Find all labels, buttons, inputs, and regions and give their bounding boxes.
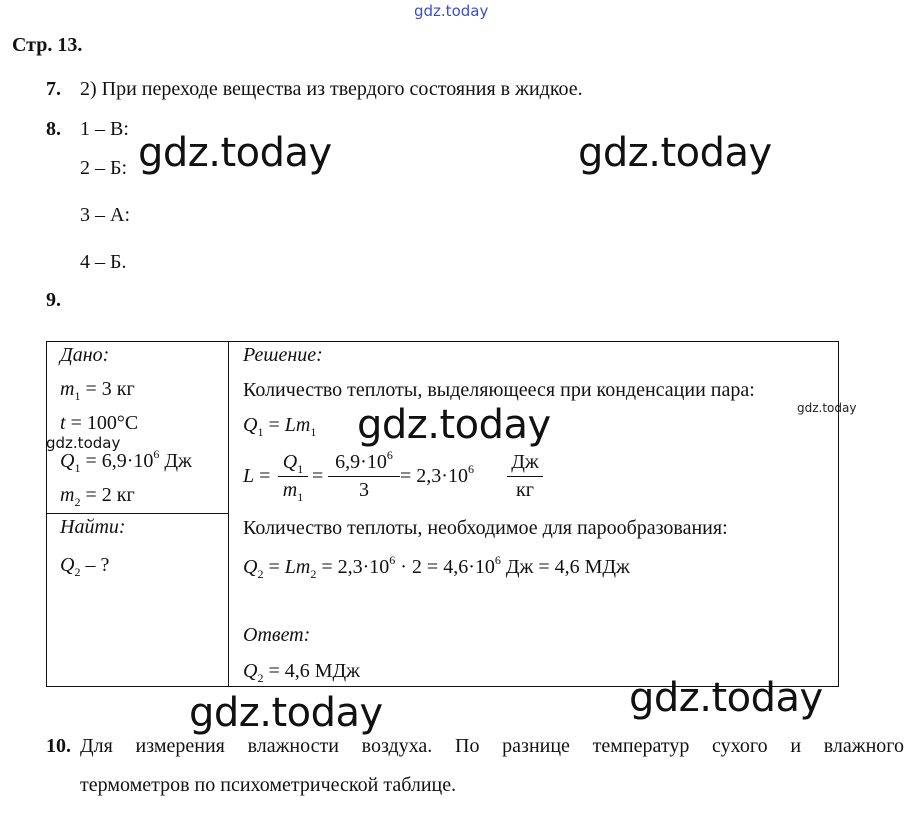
find-q2: $Q_2$ – ? <box>60 554 110 579</box>
answer-9: $Q_2 = 4,6$ МДж <box>243 660 360 685</box>
answer-label: Ответ: <box>243 624 311 646</box>
question-number-9: 9. <box>46 289 61 311</box>
watermark-small: gdz.today <box>797 401 857 415</box>
watermark-top: gdz.today <box>414 2 489 20</box>
equation-l-result: = $2,3\cdot 10^6$ <box>400 462 474 487</box>
given-t: t = 100°C <box>60 412 139 434</box>
solution-text-2: Количество теплоты, необходимое для парообразования: <box>243 517 728 539</box>
answer-8-item: 1 – В: <box>80 118 129 140</box>
fraction-unit: Дж кг <box>507 451 543 502</box>
given-m1: $m_1 = 3$ кг <box>60 378 135 403</box>
given-label: Дано: <box>60 344 110 366</box>
question-number-10: 10. <box>46 735 71 757</box>
given-m2: $m_2 = 2$ кг <box>60 484 135 509</box>
answer-7: 2) При переходе вещества из твердого состояния в жидкое. <box>80 78 583 100</box>
page-title: Стр. 13. <box>12 34 83 56</box>
equals-sign: = <box>312 465 324 487</box>
equation-l: L = <box>243 465 271 487</box>
watermark: gdz.today <box>189 690 383 736</box>
solution-text-1: Количество теплоты, выделяющееся при конденсации пара: <box>243 379 755 401</box>
answer-8-item: 3 – А: <box>80 204 130 226</box>
equation-q2: $Q_2 = Lm_2 = 2,3\cdot 10^6 \cdot 2 = 4,6\cdot 10^6$ Дж = 4,6 МДж <box>243 553 630 581</box>
watermark-small: gdz.today <box>46 434 121 452</box>
answer-8-item: 4 – Б. <box>80 251 127 273</box>
table-divider <box>46 513 228 514</box>
answer-8-item: 2 – Б: <box>80 157 128 179</box>
fraction-values: $6,9\cdot 10^6$ 3 <box>328 451 400 502</box>
solution-label: Решение: <box>243 344 323 366</box>
equation-q1: $Q_1 = Lm_1$ <box>243 414 317 439</box>
fraction-q1-m1: $Q_1$ $m_1$ <box>278 451 308 502</box>
watermark: gdz.today <box>357 402 551 448</box>
answer-10-line-2: термометров по психометрической таблице. <box>80 774 457 796</box>
given-q1: $Q_1 = 6,9\cdot 10^6$ Дж <box>60 447 192 475</box>
watermark: gdz.today <box>629 675 823 721</box>
find-label: Найти: <box>60 516 126 538</box>
question-number-7: 7. <box>46 78 61 100</box>
watermark: gdz.today <box>578 130 772 176</box>
question-number-8: 8. <box>46 118 61 140</box>
watermark: gdz.today <box>138 130 332 176</box>
answer-10-line-1: Для измерения влажности воздуха. По разнице температур сухого и влажного <box>80 735 904 757</box>
table-divider <box>228 341 229 687</box>
